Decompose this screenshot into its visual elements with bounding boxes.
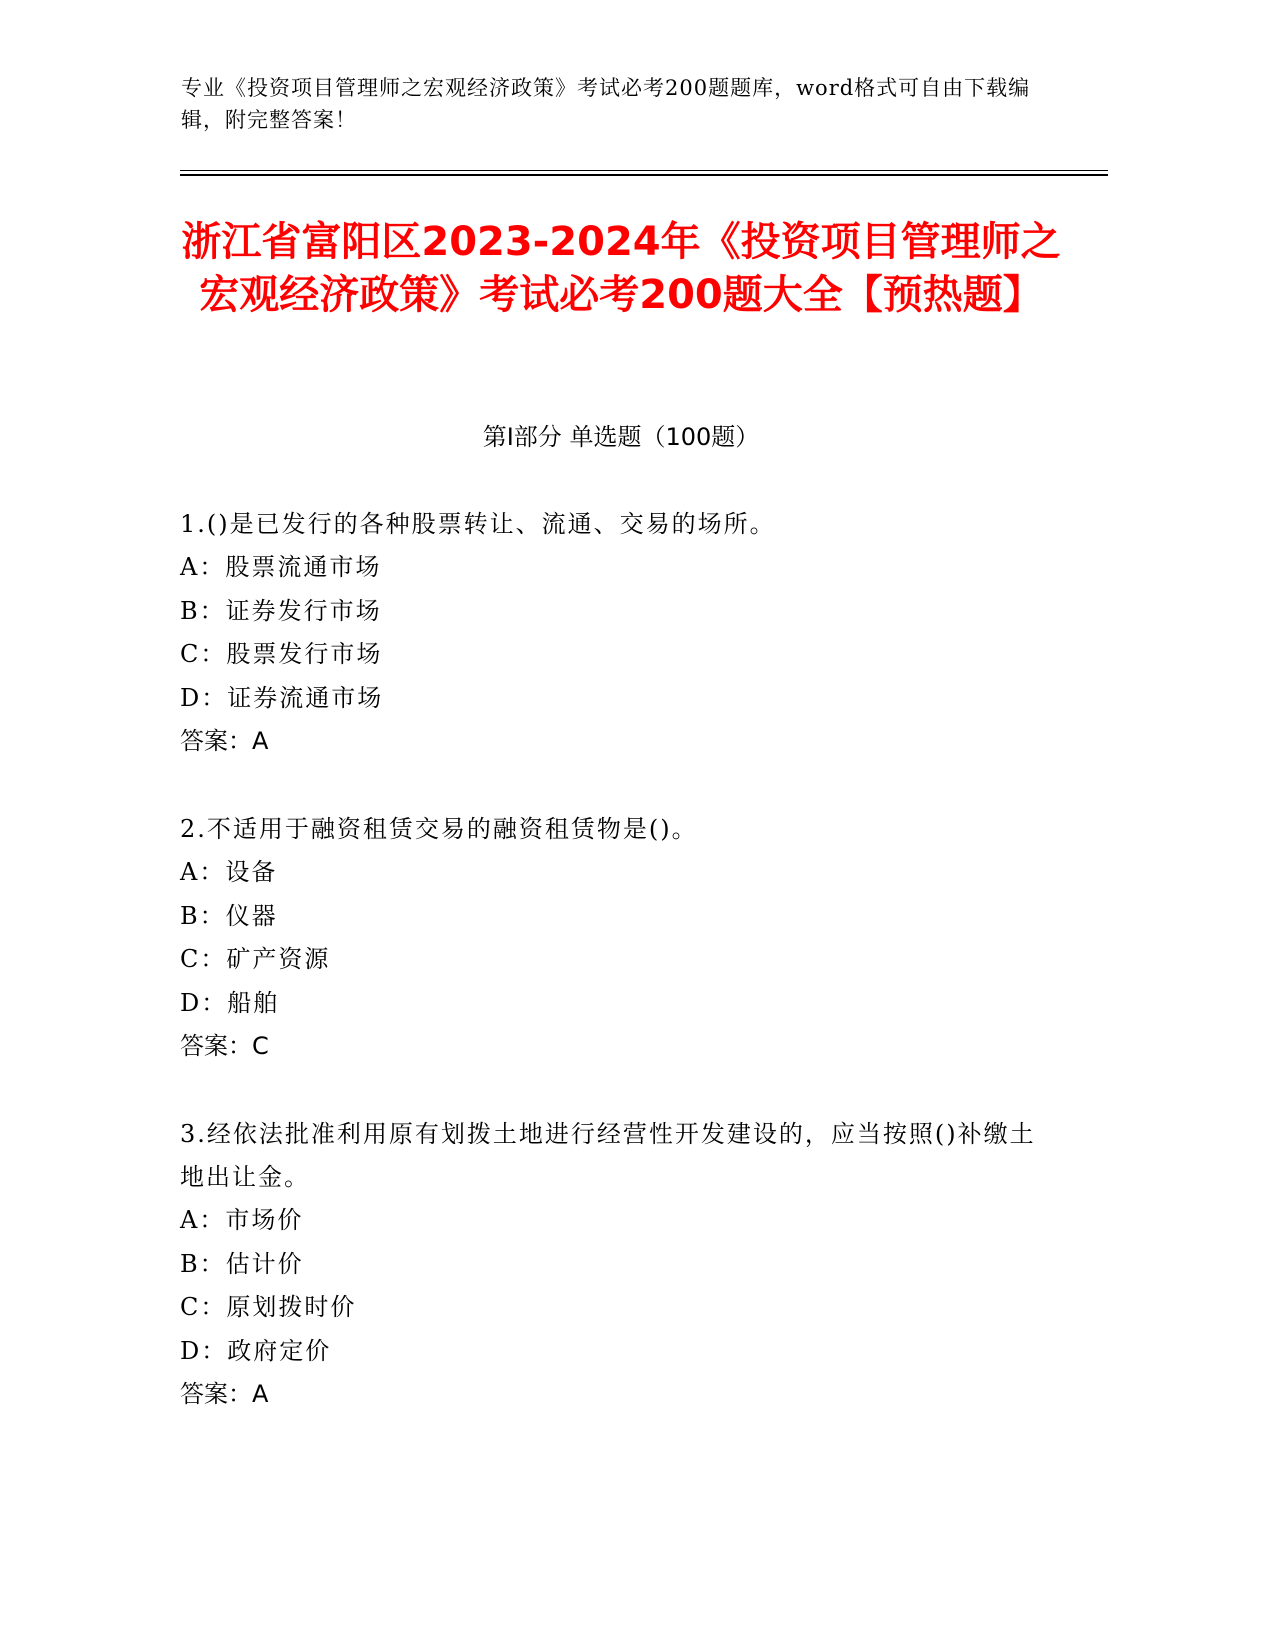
option-c: C：矿产资源	[180, 945, 331, 973]
option-c: C：原划拨时价	[180, 1293, 357, 1321]
option-d: D：证券流通市场	[180, 683, 384, 712]
document-title: 浙江省富阳区2023-2024年《投资项目管理师之宏观经济政策》考试必考200题大全【预热题】	[181, 219, 1061, 318]
option-c: C：股票发行市场	[180, 640, 383, 668]
header-rule-thick	[180, 174, 1108, 176]
section-title: 第I部分 单选题（100题）	[482, 423, 760, 451]
option-a: A：股票流通市场	[180, 553, 382, 581]
option-d: D：政府定价	[180, 1336, 332, 1365]
answer: 答案：A	[180, 1380, 269, 1408]
answer: 答案：C	[180, 1032, 269, 1060]
option-b: B：仪器	[180, 901, 278, 930]
option-a: A：市场价	[180, 1206, 304, 1234]
question-3	[180, 1113, 1040, 1417]
question-2	[180, 808, 1040, 1069]
option-b: B：证券发行市场	[180, 596, 382, 625]
answer: 答案：A	[180, 727, 269, 755]
option-b: B：估计价	[180, 1249, 304, 1278]
header-note: 专业《投资项目管理师之宏观经济政策》考试必考200题题库，word格式可自由下载编辑，附完整答案！	[181, 76, 1031, 132]
question-stem: 2.不适用于融资租赁交易的融资租赁物是()。	[180, 815, 698, 843]
question-stem: 1.()是已发行的各种股票转让、流通、交易的场所。	[180, 510, 776, 538]
question-1	[180, 503, 1040, 764]
header-rule-thin	[180, 170, 1108, 171]
question-stem: 3.经依法批准利用原有划拨土地进行经营性开发建设的，应当按照()补缴土地出让金。	[180, 1120, 1036, 1191]
option-d: D：船舶	[180, 988, 280, 1017]
option-a: A：设备	[180, 858, 278, 886]
